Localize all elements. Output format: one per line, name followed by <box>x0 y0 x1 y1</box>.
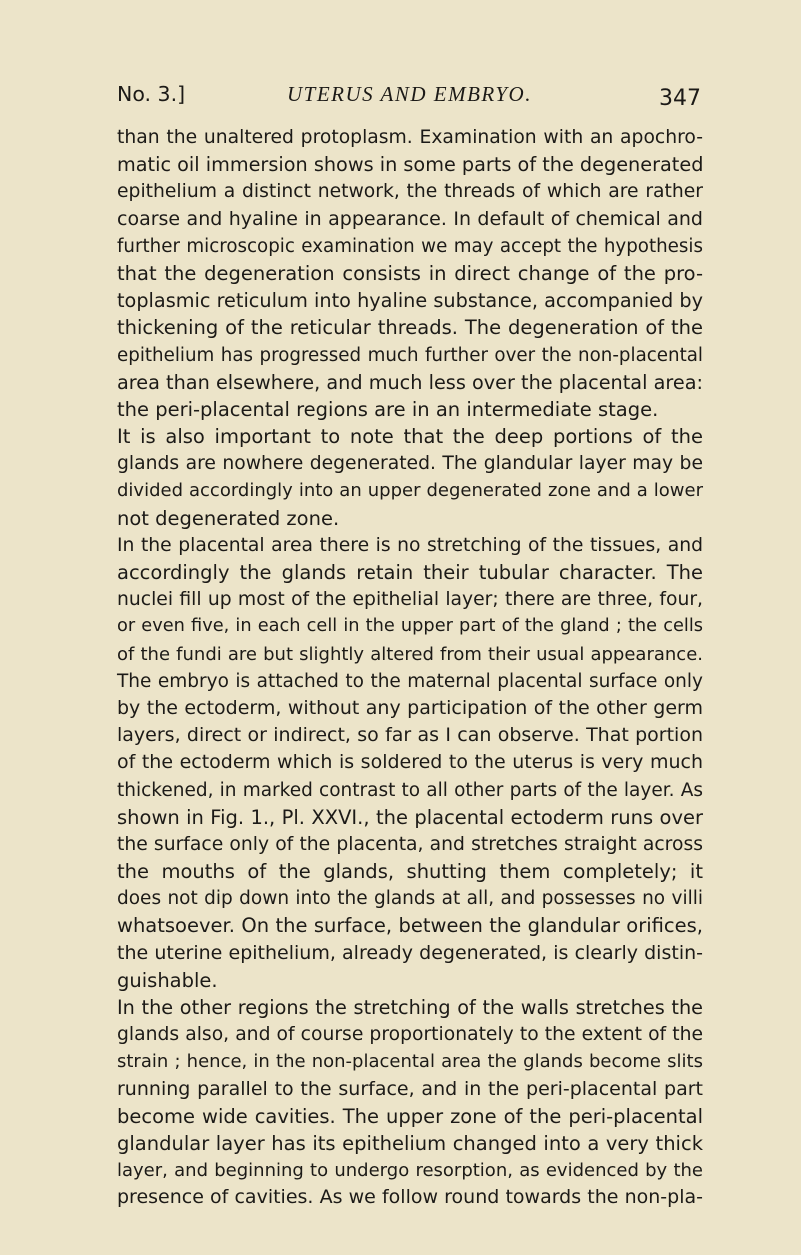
text-line: presence of cavities. As we follow round towards the non-pla- <box>117 1186 703 1209</box>
page-number: 347 <box>659 86 701 111</box>
text-line: It is also important to note that the deep portions of the <box>117 425 703 449</box>
text-line: of the ectoderm which is soldered to the uterus is very much <box>117 751 703 774</box>
text-line: strain ; hence, in the non-placental area the glands become slits <box>117 1051 703 1073</box>
text-line: of the fundi are but slightly altered from their usual appearance. <box>117 643 703 665</box>
text-line: divided accordingly into an upper degenerated zone and a lower <box>117 480 703 502</box>
running-title: UTERUS AND EMBRYO. <box>287 82 532 106</box>
text-line: layers, direct or indirect, so far as I can observe. That portion <box>117 724 703 747</box>
text-line: or even five, in each cell in the upper part of the gland ; the cells <box>117 616 703 637</box>
text-line: epithelium a distinct network, the threads of which are rather <box>117 181 703 203</box>
text-line: that the degeneration consists in direct change of the pro- <box>117 261 703 285</box>
text-line: thickening of the reticular threads. The degeneration of the <box>117 316 703 340</box>
text-line: In the other regions the stretching of the walls stretches the <box>117 996 703 1019</box>
text-line: layer, and beginning to undergo resorption, as evidenced by the <box>117 1160 703 1182</box>
text-line: thickened, in marked contrast to all other parts of the layer. As <box>117 779 703 801</box>
text-line: the surface only of the placenta, and stretches straight across <box>117 833 703 855</box>
text-line: become wide cavities. The upper zone of the peri-placental <box>117 1104 703 1128</box>
text-line: The embryo is attached to the maternal placental surface only <box>117 670 703 692</box>
text-line: glands are nowhere degenerated. The glandular layer may be <box>117 453 703 475</box>
text-line: further microscopic examination we may accept the hypothesis <box>117 235 703 257</box>
text-line: epithelium has progressed much further over the non-placental <box>117 344 703 366</box>
text-line: than the unaltered protoplasm. Examination with an apochro- <box>117 127 703 148</box>
text-line: by the ectoderm, without any participation of the other germ <box>117 696 703 719</box>
text-line: area than elsewhere, and much less over the placental area: <box>117 370 703 394</box>
running-head <box>117 80 703 120</box>
text-line: nuclei fill up most of the epithelial layer; there are three, four, <box>117 589 703 611</box>
text-line: the peri-placental regions are in an intermediate stage. <box>117 397 659 421</box>
text-line: running parallel to the surface, and in the peri-placental part <box>117 1077 703 1100</box>
text-line: guishable. <box>117 968 218 992</box>
text-line: In the placental area there is no stretching of the tissues, and <box>117 534 703 556</box>
text-line: the uterine epithelium, already degenerated, is clearly distin- <box>117 941 703 964</box>
text-line: accordingly the glands retain their tubular character. The <box>117 561 703 584</box>
text-line: does not dip down into the glands at all, and possesses no villi <box>117 888 703 910</box>
text-line: coarse and hyaline in appearance. In default of chemical and <box>117 207 703 230</box>
text-line: shown in Fig. 1., Pl. XXVI., the placental ectoderm runs over <box>117 805 703 829</box>
text-line: the mouths of the glands, shutting them completely; it <box>117 860 703 884</box>
volume-number: No. 3.] <box>117 82 186 106</box>
text-line: matic oil immersion shows in some parts of the degenerated <box>117 153 704 177</box>
text-line: glandular layer has its epithelium changed into a very thick <box>117 1131 703 1155</box>
text-line: not degenerated zone. <box>117 506 340 530</box>
body-text <box>117 124 703 1212</box>
text-line: whatsoever. On the surface, between the glandular orifices, <box>117 914 703 938</box>
text-line: glands also, and of course proportionately to the extent of the <box>117 1024 703 1046</box>
text-line: toplasmic reticulum into hyaline substance, accompanied by <box>117 289 703 313</box>
